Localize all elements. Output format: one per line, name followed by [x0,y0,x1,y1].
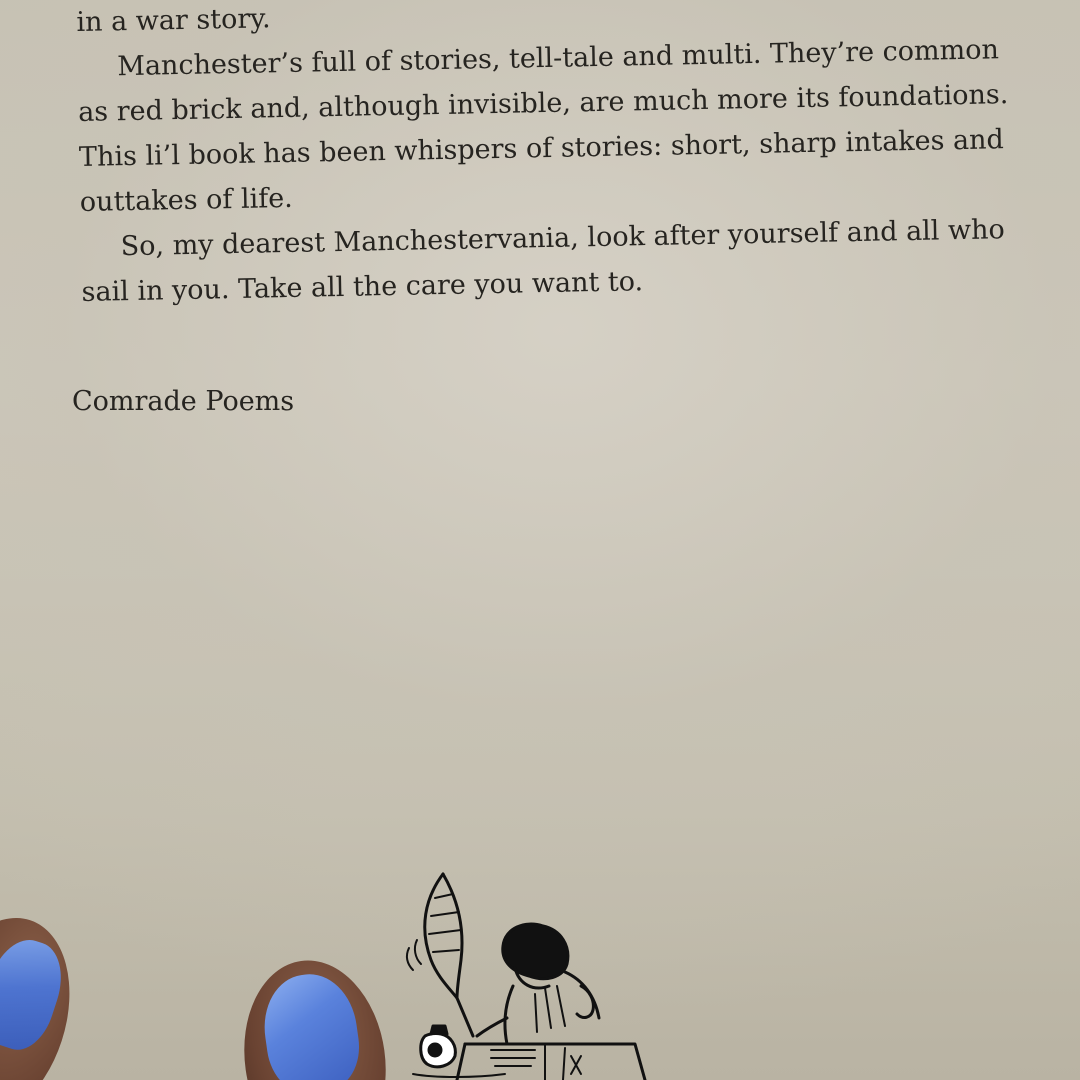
signature: Comrade Poems [72,386,295,417]
quill-writer-icon [395,868,660,1080]
left-finger [0,899,94,1080]
painted-nail [0,931,72,1057]
text-line: This li’l book has been whispers of stories: short, sharp intakes and [78,124,1005,173]
text-line: as red brick and, although invisible, are much more its foundations. [77,79,1009,128]
text-line: Manchester’s full of stories, tell-tale and multi. They’re common [116,34,1000,83]
right-finger [232,951,398,1080]
text-line: outtakes of life. [79,182,294,218]
text-line: in a war story. [76,3,271,38]
text-line: sail in you. Take all the care you want to. [81,266,644,308]
body-text [76,0,1009,315]
painted-nail [257,968,365,1080]
text-line: So, my dearest Manchestervania, look after yourself and all who [120,214,1006,263]
